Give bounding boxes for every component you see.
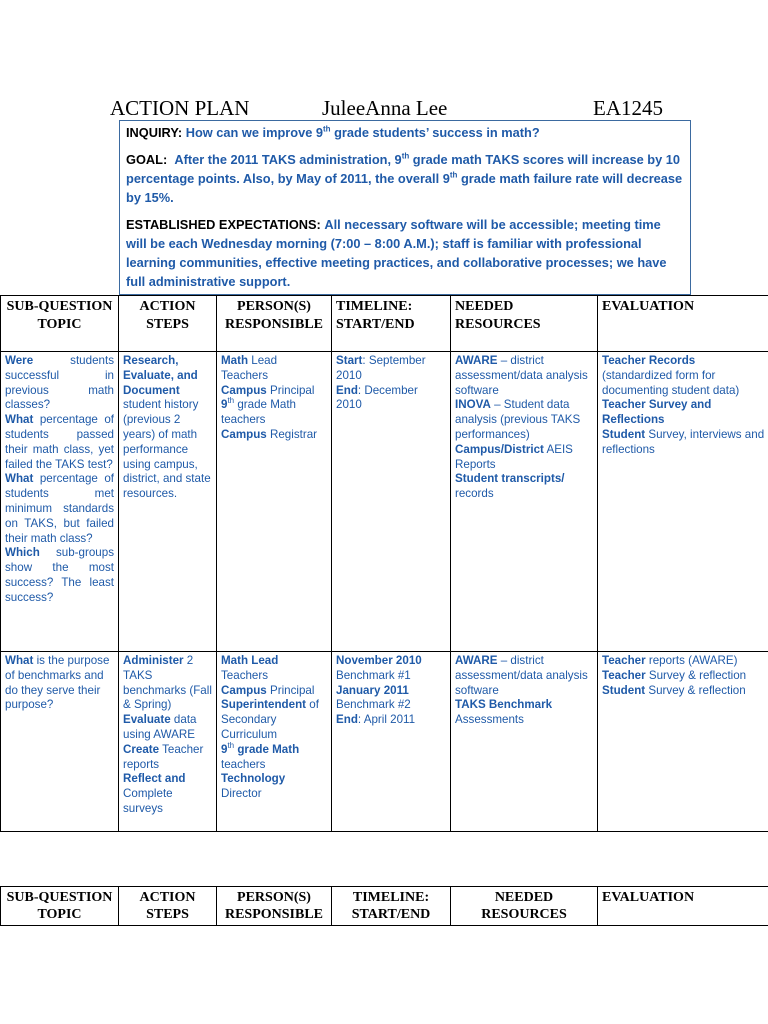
header-evaluation: EVALUATION [598,296,768,352]
row1-evaluation: Teacher Records (standardized form for documenting student data) Teacher Survey and Reflections Student Survey, interviews and reflections [598,352,768,652]
header-sub-question: SUB-QUESTION TOPIC [1,887,119,926]
action-plan-table-2 [0,886,768,926]
header-sub-question: SUB-QUESTION TOPIC [1,296,119,352]
expectations-label: ESTABLISHED EXPECTATIONS: [126,217,321,232]
row2-timeline: November 2010 Benchmark #1 January 2011 Benchmark #2 End: April 2011 [332,652,451,832]
header-persons: PERSON(S) RESPONSIBLE [217,296,332,352]
table-row [1,652,768,832]
goal-text: After the 2011 TAKS administration, 9th grade math TAKS scores will increase by 10 percentage points. Also, by May of 2011, the overall 9th grade math failure rate will decrease by 15%. [126,151,683,205]
goal-label: GOAL: [126,152,168,167]
table-header-row [1,887,768,926]
row2-evaluation: Teacher reports (AWARE) Teacher Survey & reflection Student Survey & reflection [598,652,768,832]
action-plan-table [0,295,768,832]
goal-line [126,150,684,207]
row1-timeline: Start: September 2010 End: December 2010 [332,352,451,652]
row2-sub-question: What is the purpose of benchmarks and do they serve their purpose? [1,652,119,832]
table-header-row [1,296,768,352]
inquiry-label: INQUIRY: [126,125,183,140]
header-timeline: TIMELINE: START/END [332,296,451,352]
title-row [0,96,768,122]
row2-resources: AWARE – district assessment/data analysis software TAKS Benchmark Assessments [451,652,598,832]
page-title: ACTION PLAN [110,96,250,120]
header-action-steps: ACTION STEPS [119,887,217,926]
inquiry-text: How can we improve 9th grade students’ success in math? [185,124,540,140]
expectations-line [126,215,684,291]
author-name: JuleeAnna Lee [322,96,448,120]
header-resources: NEEDED RESOURCES [451,887,598,926]
row2-persons: Math Lead Teachers Campus Principal Superintendent of Secondary Curriculum 9th grade Math teachers Technology Director [217,652,332,832]
header-resources: NEEDED RESOURCES [451,296,598,352]
row2-action-steps: Administer 2 TAKS benchmarks (Fall & Spring) Evaluate data using AWARE Create Teacher reports Reflect and Complete surveys [119,652,217,832]
expectations-text: All necessary software will be accessible; meeting time will be each Wednesday morning (7:00 – 8:00 A.M.); staff is familiar with professional learning communities, effective meeting practices, and collaborative processes; we have full administrative support. [126,217,667,289]
inquiry-box [119,120,691,295]
row1-action-steps: Research, Evaluate, and Document student history (previous 2 years) of math performance using campus, district, and state resources. [119,352,217,652]
header-persons: PERSON(S) RESPONSIBLE [217,887,332,926]
header-timeline: TIMELINE: START/END [332,887,451,926]
header-action-steps: ACTION STEPS [119,296,217,352]
row1-persons: Math Lead Teachers Campus Principal 9th grade Math teachers Campus Registrar [217,352,332,652]
course-code: EA1245 [593,96,663,120]
inquiry-line [126,123,684,142]
header-evaluation: EVALUATION [598,887,768,926]
table-row [1,352,768,652]
row1-sub-question: Were students successful in previous math classes? What percentage of students passed their math class, yet failed the TAKS test? What percentage of students met minimum standards on TAKS, but failed their math class? Which sub-groups show the most success? The least success? [1,352,119,652]
row1-resources: AWARE – district assessment/data analysis software INOVA – Student data analysis (previous TAKS performances) Campus/District AEIS Reports Student transcripts/ records [451,352,598,652]
